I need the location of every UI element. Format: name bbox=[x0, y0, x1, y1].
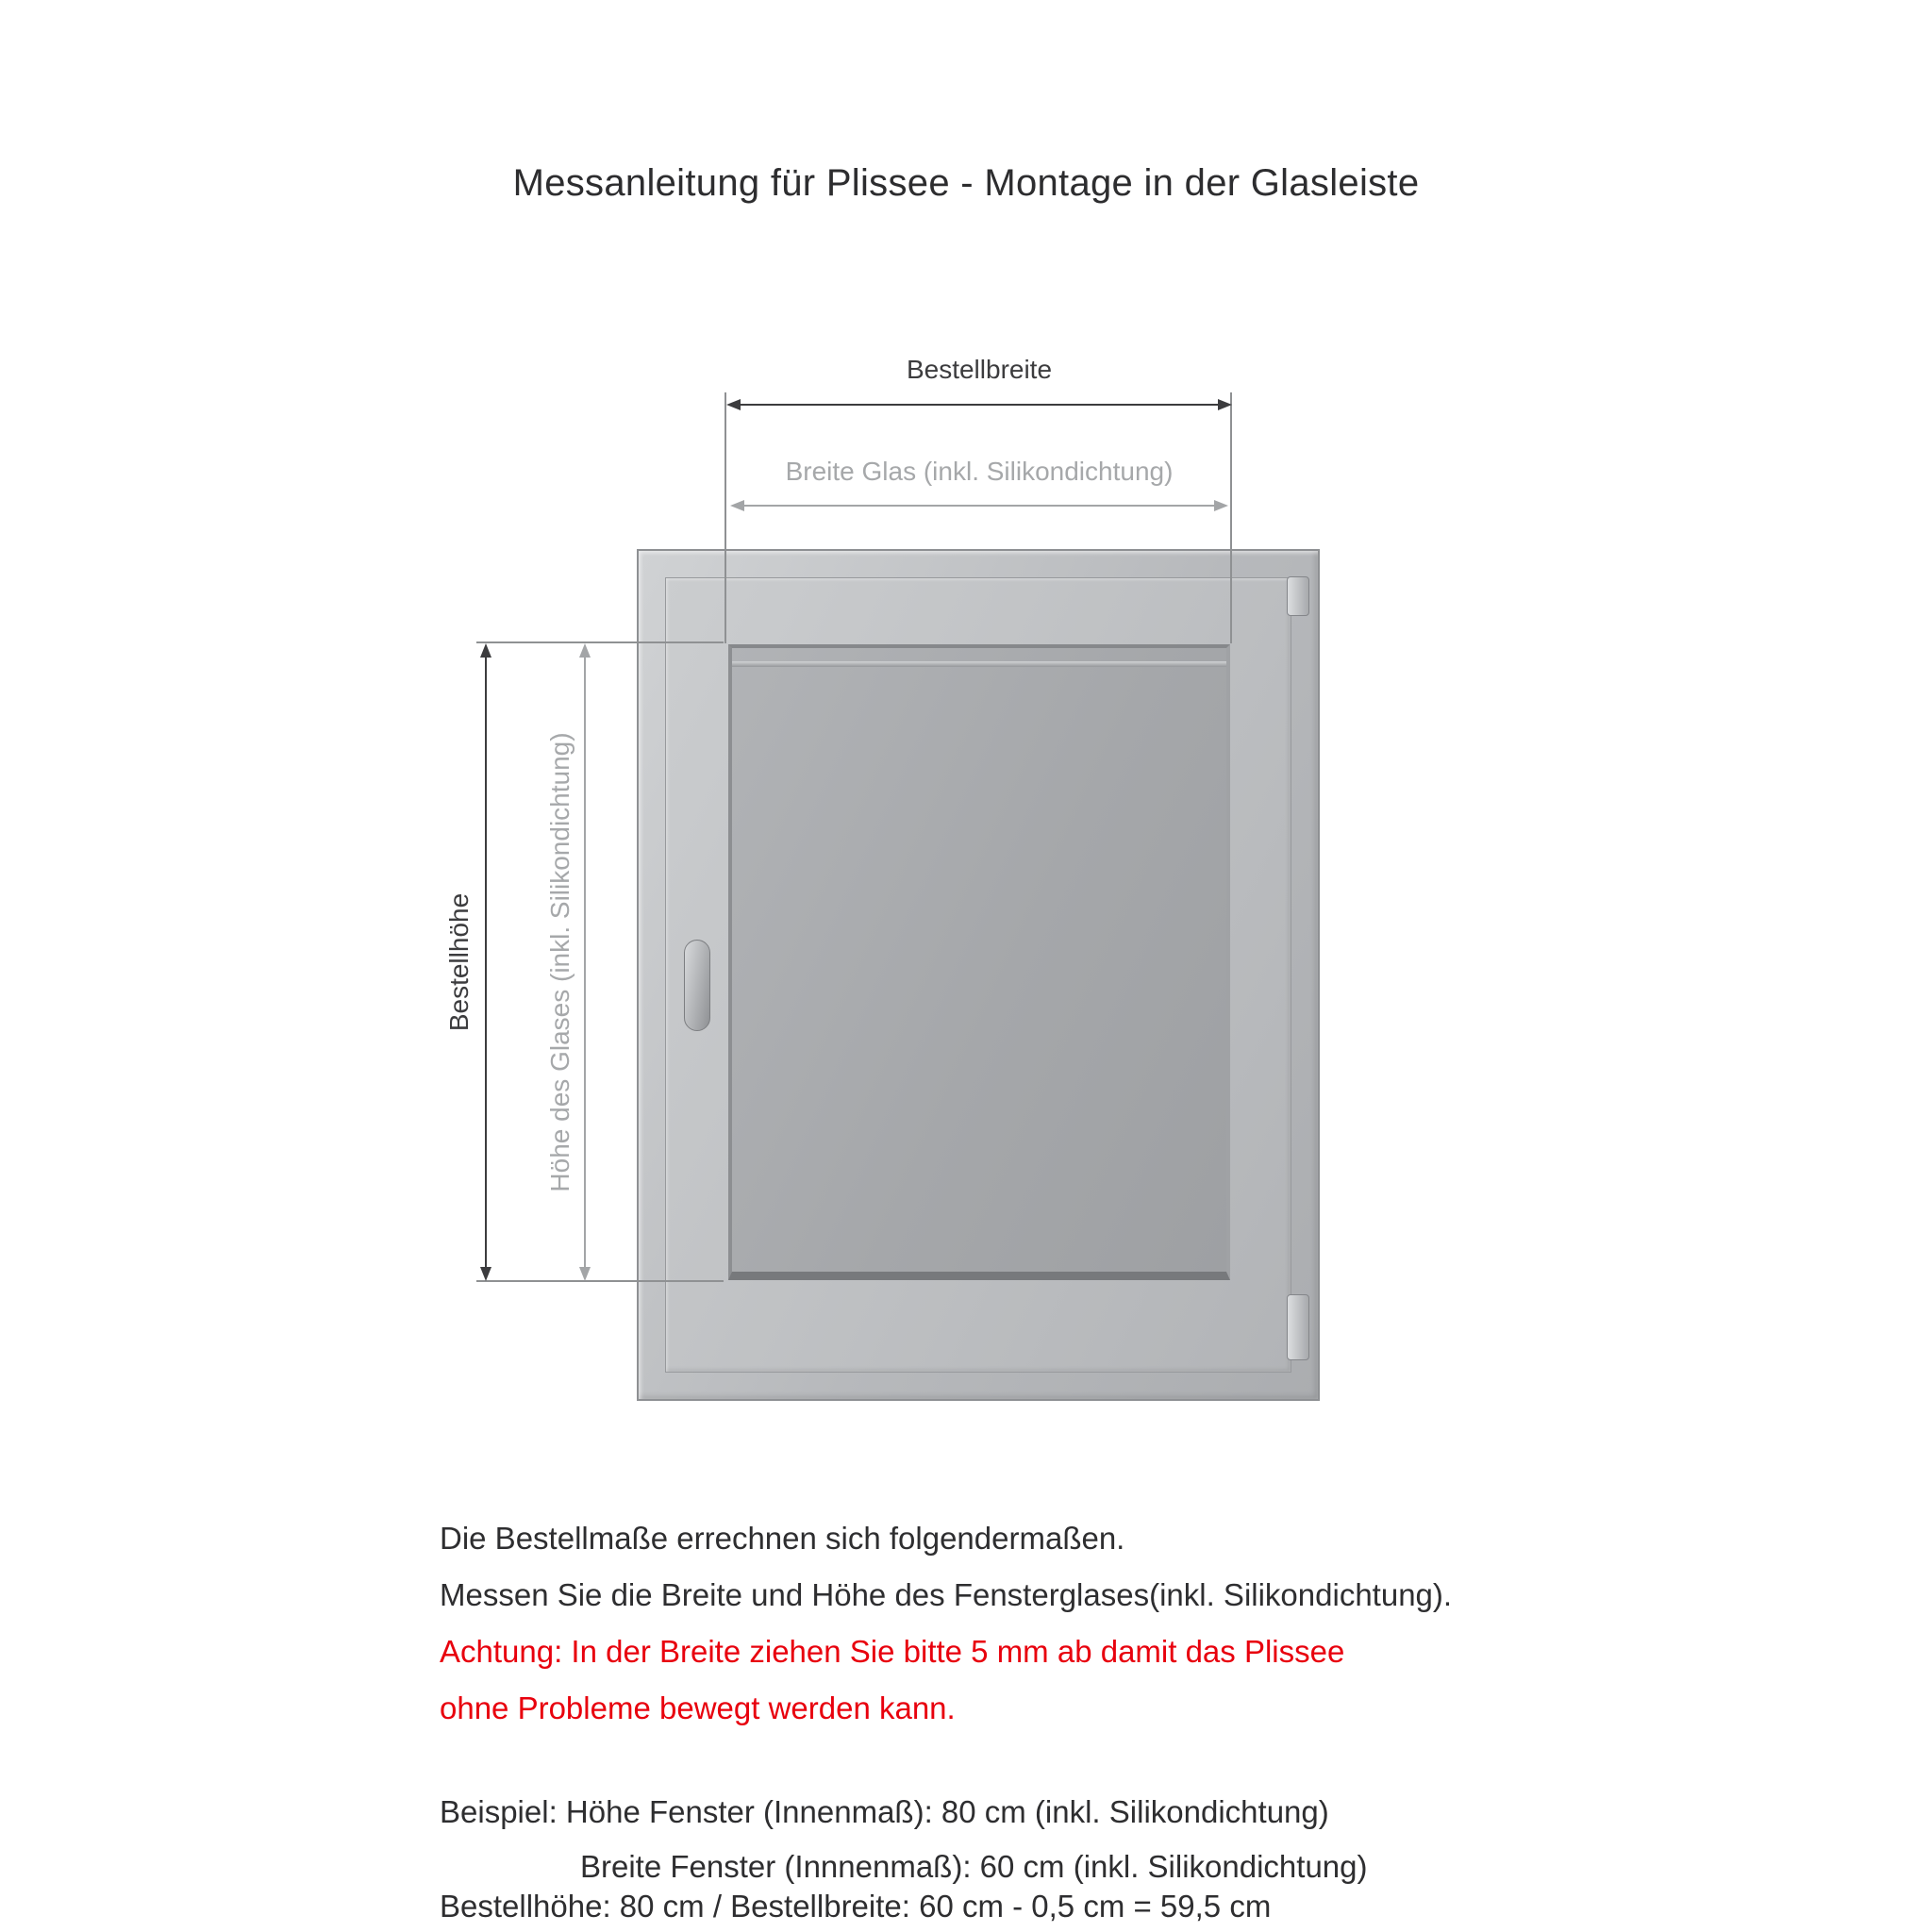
page-title: Messanleitung für Plissee - Montage in der Glasleiste bbox=[512, 162, 1420, 204]
glazing-seal-line bbox=[732, 661, 1226, 667]
window-hinge-bottom bbox=[1287, 1294, 1309, 1360]
window-frame bbox=[637, 549, 1320, 1401]
instruction-example-line-2: Breite Fenster (Innnenmaß): 60 cm (inkl. Silikondichtung) bbox=[580, 1849, 1368, 1884]
instruction-example-line-1: Beispiel: Höhe Fenster (Innenmaß): 80 cm (inkl. Silikondichtung) bbox=[440, 1794, 1329, 1829]
window-glass bbox=[728, 644, 1230, 1280]
extension-line-glass-bottom bbox=[476, 1280, 724, 1282]
glass-width-label: Breite Glas (inkl. Silikondichtung) bbox=[785, 457, 1174, 486]
instruction-example-line-3: Bestellhöhe: 80 cm / Bestellbreite: 60 cm - 0,5 cm = 59,5 cm bbox=[440, 1889, 1272, 1924]
extension-line-glass-left bbox=[724, 392, 726, 643]
instruction-intro-line-1: Die Bestellmaße errechnen sich folgendermaßen. bbox=[440, 1521, 1125, 1556]
order-height-arrow bbox=[480, 643, 491, 1281]
instruction-intro-line-2: Messen Sie die Breite und Höhe des Fensterglases(inkl. Silikondichtung). bbox=[440, 1577, 1453, 1612]
window-handle bbox=[684, 940, 710, 1031]
instruction-warning-line-2: ohne Probleme bewegt werden kann. bbox=[440, 1690, 956, 1725]
order-height-label: Bestellhöhe bbox=[444, 892, 474, 1032]
window-hinge-top bbox=[1287, 576, 1309, 616]
extension-line-glass-top bbox=[476, 641, 724, 643]
order-width-arrow bbox=[726, 399, 1232, 410]
glass-width-arrow bbox=[730, 500, 1228, 511]
extension-line-glass-right bbox=[1230, 392, 1232, 643]
window-sash bbox=[665, 577, 1291, 1373]
order-width-label: Bestellbreite bbox=[906, 355, 1053, 384]
glass-height-label: Höhe des Glases (inkl. Silikondichtung) bbox=[545, 732, 575, 1192]
glass-height-arrow bbox=[579, 643, 591, 1281]
instruction-warning-line-1: Achtung: In der Breite ziehen Sie bitte 5 mm ab damit das Plissee bbox=[440, 1634, 1345, 1669]
